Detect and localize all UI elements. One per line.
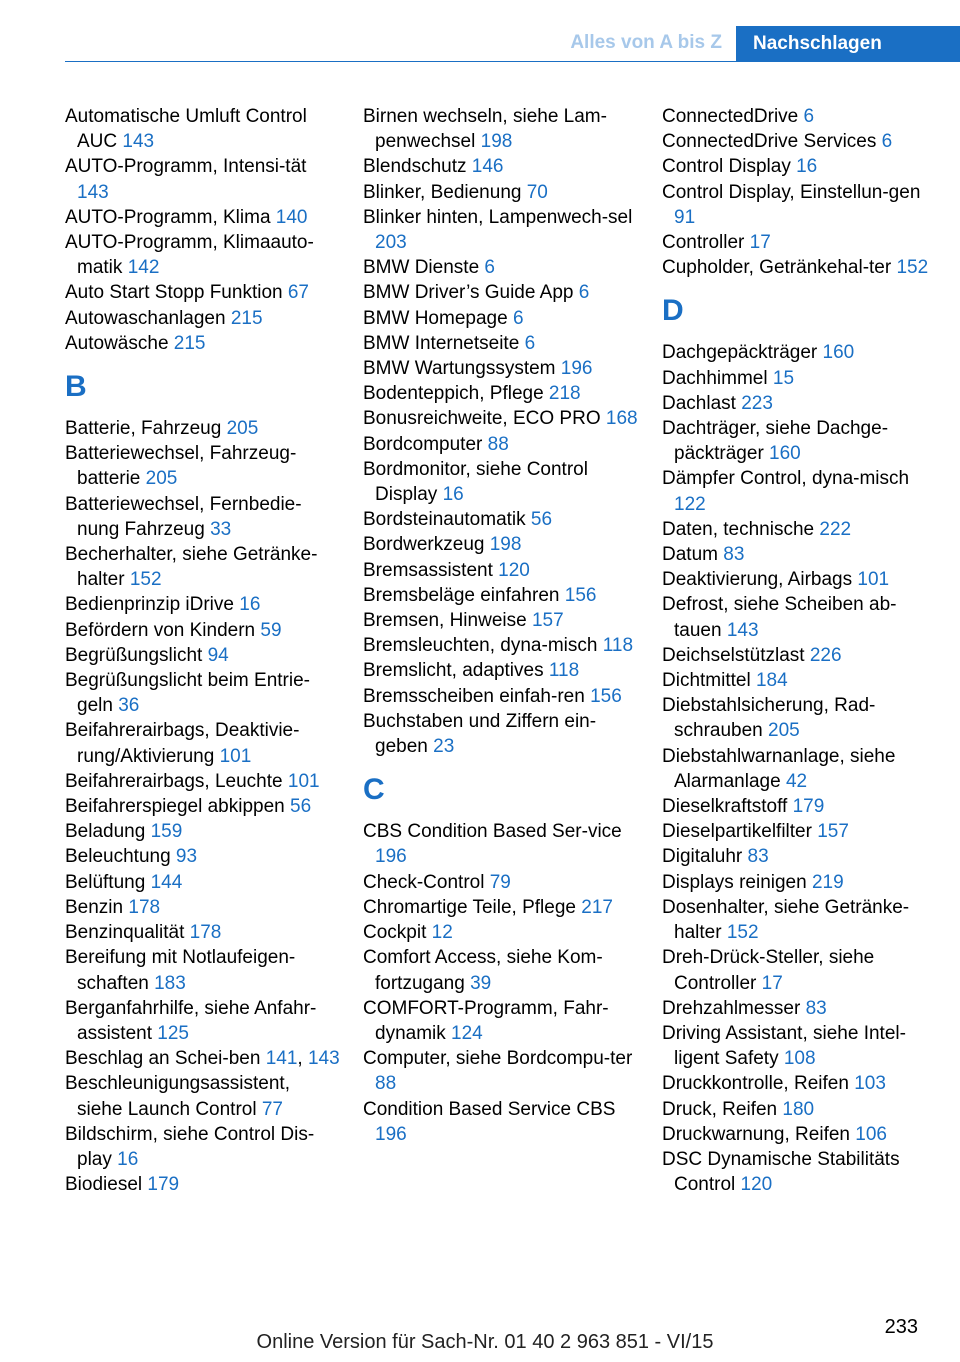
- index-entry: [65, 154, 340, 204]
- index-term: BMW Wartungssystem: [363, 358, 561, 380]
- index-term: Dämpfer Control, dyna‐misch: [662, 468, 910, 490]
- page-link[interactable]: 56: [530, 509, 553, 531]
- index-term: Bordwerkzeug: [363, 534, 490, 556]
- index-entry: [65, 870, 340, 895]
- page-link[interactable]: 198: [480, 131, 513, 153]
- index-entry: [363, 1097, 638, 1147]
- index-entry: [65, 643, 340, 668]
- index-term: Control Display, Einstellun‐gen: [662, 181, 921, 203]
- page-link[interactable]: 103: [854, 1073, 886, 1095]
- page-link[interactable]: 196: [560, 358, 593, 380]
- index-entry: [65, 718, 340, 768]
- page-link[interactable]: 94: [207, 644, 229, 666]
- page-link[interactable]: 33: [210, 518, 232, 540]
- page-link[interactable]: 196: [375, 1123, 407, 1145]
- index-term: Berganfahrhilfe, siehe Anfahr‐assistent: [65, 997, 317, 1044]
- index-term: Bremsscheiben einfah‐ren: [363, 685, 591, 707]
- index-term: Bonusreichweite, ECO PRO: [363, 408, 606, 430]
- page-link[interactable]: 17: [749, 232, 771, 254]
- index-term: AUTO-Programm, Intensi‐tät: [65, 156, 307, 178]
- index-entry: [363, 331, 638, 356]
- page-link[interactable]: 16: [796, 156, 818, 178]
- page-link[interactable]: 157: [817, 821, 849, 843]
- page-link[interactable]: 39: [470, 972, 492, 994]
- index-term: Computer, siehe Bordcompu‐ter: [363, 1048, 633, 1070]
- page-link[interactable]: 6: [524, 332, 536, 354]
- page-link[interactable]: 17: [761, 972, 783, 994]
- index-term: Becherhalter, siehe Getränke‐halter: [65, 544, 318, 591]
- index-entry: [65, 945, 340, 995]
- index-entry: [662, 340, 937, 365]
- page-link[interactable]: 179: [792, 796, 825, 818]
- index-entry: [662, 870, 937, 895]
- page-link[interactable]: 118: [548, 660, 580, 682]
- page-link[interactable]: 140: [275, 206, 308, 228]
- page-link[interactable]: 36: [118, 695, 140, 717]
- index-entry: [662, 668, 937, 693]
- index-term: Batterie, Fahrzeug: [65, 418, 227, 440]
- index-entry: [363, 406, 638, 431]
- page-link[interactable]: 88: [375, 1073, 397, 1095]
- index-term: Dachhimmel: [662, 367, 773, 389]
- index-term: Batteriewechsel, Fahrzeug‐batterie: [65, 443, 297, 490]
- page-link[interactable]: 124: [451, 1022, 483, 1044]
- index-term: Blinker hinten, Lampenwech‐sel: [363, 206, 633, 228]
- index-entry: [65, 331, 340, 356]
- page-link[interactable]: 15: [772, 367, 795, 389]
- index-entry: [662, 466, 937, 516]
- page-link[interactable]: 6: [881, 131, 893, 153]
- page-link[interactable]: 83: [723, 544, 745, 566]
- index-term: Beladung: [65, 821, 151, 843]
- page-link[interactable]: 67: [287, 282, 309, 304]
- index-entry: [363, 608, 638, 633]
- index-term: Bodenteppich, Pflege: [363, 383, 549, 405]
- page-link[interactable]: 106: [855, 1123, 887, 1145]
- page-link[interactable]: 6: [512, 307, 524, 329]
- page-header: [0, 26, 960, 62]
- page-link[interactable]: 118: [602, 635, 634, 657]
- index-entry: [662, 416, 937, 466]
- index-entry: Beschlag an Schei‐ben 141, 143: [65, 1048, 340, 1070]
- index-entry: [662, 255, 937, 280]
- index-entry: [65, 618, 340, 643]
- index-term: Bremsen, Hinweise: [363, 610, 532, 632]
- index-term: Bordmonitor, siehe Control Display: [363, 458, 588, 506]
- index-term: Dieselkraftstoff: [662, 796, 793, 818]
- page-link[interactable]: 6: [578, 282, 590, 304]
- index-entry: [363, 819, 638, 869]
- index-term: Defrost, siehe Scheiben ab‐tauen: [662, 594, 897, 641]
- index-term: Check-Control: [363, 871, 490, 893]
- index-term: BMW Dienste: [363, 257, 485, 279]
- index-term: Blinker, Bedienung: [363, 181, 527, 203]
- index-entry: [662, 1071, 937, 1096]
- index-entry: [363, 895, 638, 920]
- index-entry: [65, 542, 340, 592]
- index-term: Autowäsche: [65, 332, 174, 354]
- index-term: Blendschutz: [363, 156, 472, 178]
- index-entry: [65, 794, 340, 819]
- index-term: Dreh-Drück-Steller, siehe Controller: [662, 947, 875, 994]
- index-term: Auto Start Stopp Funktion: [65, 282, 288, 304]
- index-entry: [65, 205, 340, 230]
- page-link[interactable]: 183: [154, 972, 186, 994]
- index-entry: [363, 356, 638, 381]
- page-link[interactable]: 143: [77, 181, 109, 203]
- page-link[interactable]: 198: [489, 534, 522, 556]
- index-term: Birnen wechseln, siehe Lam‐penwechsel: [363, 106, 607, 153]
- index-term: BMW Driver’s Guide App: [363, 282, 579, 304]
- index-term: Biodiesel: [65, 1174, 148, 1196]
- index-term: Bremsbeläge einfahren: [363, 584, 565, 606]
- index-entry: [662, 542, 937, 567]
- page-link[interactable]: 143: [307, 1048, 340, 1070]
- index-term: Druck, Reifen: [662, 1098, 783, 1120]
- index-entry: [662, 154, 937, 179]
- page-link[interactable]: 160: [769, 443, 801, 465]
- index-entry: [65, 280, 340, 305]
- page-link[interactable]: 178: [189, 922, 222, 944]
- index-term: Beschleunigungsassistent, siehe Launch Control: [65, 1073, 290, 1120]
- index-entry: [363, 306, 638, 331]
- index-entry: [65, 769, 340, 794]
- page-link[interactable]: 125: [157, 1022, 189, 1044]
- page-link[interactable]: 120: [740, 1174, 773, 1196]
- index-letter-heading: D: [662, 294, 684, 328]
- index-entry: [65, 668, 340, 718]
- index-entry: [65, 1172, 340, 1197]
- page-link[interactable]: 88: [487, 433, 509, 455]
- page-link[interactable]: 91: [674, 206, 696, 228]
- page-link[interactable]: 79: [489, 871, 511, 893]
- index-term: Dosenhalter, siehe Getränke‐halter: [662, 896, 910, 944]
- page-link[interactable]: 16: [442, 484, 464, 506]
- index-term: Bremslicht, adaptives: [363, 660, 549, 682]
- index-term: Dieselpartikelfilter: [662, 821, 818, 843]
- page-link[interactable]: 108: [783, 1048, 816, 1070]
- page-link[interactable]: 160: [822, 342, 855, 364]
- index-column-2: [363, 104, 638, 1147]
- page-link[interactable]: 226: [809, 644, 842, 666]
- index-entry: [65, 492, 340, 542]
- page-link[interactable]: 122: [674, 493, 706, 515]
- index-term: Beschlag an Schei‐ben: [65, 1048, 266, 1070]
- page-link[interactable]: 157: [531, 610, 564, 632]
- page-link[interactable]: 93: [175, 846, 198, 868]
- page-link[interactable]: 101: [287, 770, 320, 792]
- index-term: Benzinqualität: [65, 922, 190, 944]
- index-entry: [662, 945, 937, 995]
- index-entry: [363, 709, 638, 759]
- index-term: Beifahrerairbags, Leuchte: [65, 770, 288, 792]
- index-entry: [363, 996, 638, 1046]
- index-term: DSC Dynamische Stabilitäts Control: [662, 1148, 900, 1196]
- page-link[interactable]: 56: [290, 796, 312, 818]
- index-entry: [65, 1071, 340, 1121]
- index-entry: [65, 592, 340, 617]
- page-link[interactable]: 152: [726, 922, 759, 944]
- index-entry: [363, 558, 638, 583]
- page-link[interactable]: 59: [260, 619, 282, 641]
- page-link[interactable]: 223: [741, 392, 773, 414]
- index-term: BMW Homepage: [363, 307, 513, 329]
- index-entry: [662, 1147, 937, 1197]
- index-entry: [662, 391, 937, 416]
- page-link[interactable]: 120: [498, 559, 530, 581]
- index-term: CBS Condition Based Ser‐vice: [363, 821, 622, 843]
- index-term: Control Display: [662, 156, 797, 178]
- page-link[interactable]: 196: [375, 846, 407, 868]
- page-link[interactable]: 6: [803, 106, 815, 127]
- index-term: Druckkontrolle, Reifen: [662, 1073, 855, 1095]
- index-term: Deichselstützlast: [662, 644, 810, 666]
- index-term: Chromartige Teile, Pflege: [363, 896, 582, 918]
- index-term: ConnectedDrive: [662, 106, 804, 127]
- index-letter-heading: C: [363, 773, 385, 807]
- index-term: AUTO-Programm, Klima: [65, 206, 276, 228]
- index-term: Belüftung: [65, 871, 151, 893]
- index-entry: [662, 366, 937, 391]
- index-entry: [662, 794, 937, 819]
- page-link[interactable]: 83: [805, 997, 827, 1019]
- index-entry: [662, 567, 937, 592]
- index-term: Bildschirm, siehe Control Dis‐play: [65, 1123, 315, 1170]
- index-term: BMW Internetseite: [363, 332, 525, 354]
- page-link[interactable]: 143: [122, 131, 155, 153]
- index-entry: [662, 744, 937, 794]
- index-term: Befördern von Kindern: [65, 619, 261, 641]
- page-link[interactable]: 6: [484, 257, 495, 279]
- index-entry: [662, 104, 937, 129]
- page-link[interactable]: 222: [819, 518, 852, 540]
- page-link[interactable]: 152: [129, 569, 162, 591]
- index-term: Beifahrerspiegel abkippen: [65, 796, 290, 818]
- index-entry: [662, 643, 937, 668]
- index-term: Dachgepäckträger: [662, 342, 823, 364]
- index-term: Autowaschanlagen: [65, 307, 231, 329]
- page-number: 233: [884, 1316, 918, 1338]
- index-entry: [662, 693, 937, 743]
- page-link[interactable]: 42: [785, 770, 808, 792]
- index-term: Bereifung mit Notlaufeigen‐schaften: [65, 947, 296, 994]
- index-term: Bedienprinzip iDrive: [65, 594, 240, 616]
- page-link[interactable]: 77: [261, 1098, 283, 1120]
- page-link[interactable]: 168: [605, 408, 638, 430]
- index-entry: [65, 416, 340, 441]
- index-entry: [65, 895, 340, 920]
- page-link[interactable]: 217: [581, 896, 613, 918]
- index-entry: [65, 1122, 340, 1172]
- index-entry: [662, 129, 937, 154]
- index-column-1: [65, 104, 340, 1197]
- index-term: Buchstaben und Ziffern ein‐geben: [363, 710, 597, 758]
- page-link[interactable]: 83: [747, 846, 769, 868]
- page-link[interactable]: 159: [150, 821, 183, 843]
- index-entry: [363, 945, 638, 995]
- page-link[interactable]: 180: [782, 1098, 815, 1120]
- index-entry: [363, 507, 638, 532]
- index-entry: [363, 154, 638, 179]
- index-entry: [65, 230, 340, 280]
- index-entry: [363, 432, 638, 457]
- index-entry: [662, 819, 937, 844]
- index-entry: [65, 306, 340, 331]
- index-column-3: [662, 104, 937, 1197]
- page-link[interactable]: 23: [433, 736, 455, 758]
- page-link[interactable]: 205: [226, 418, 259, 440]
- index-term: ConnectedDrive Services: [662, 131, 882, 153]
- page-link[interactable]: 205: [145, 468, 178, 490]
- index-term: Bordcomputer: [363, 433, 488, 455]
- page-link[interactable]: 184: [755, 670, 788, 692]
- index-term: Dachlast: [662, 392, 742, 414]
- page-link[interactable]: 156: [590, 685, 622, 707]
- index-entry: [65, 104, 340, 154]
- index-term: Driving Assistant, siehe Intel‐ligent Safety: [662, 1022, 906, 1070]
- index-entry: [363, 633, 638, 658]
- index-entry: [65, 920, 340, 945]
- page-link[interactable]: 218: [548, 383, 581, 405]
- footer: [0, 1331, 960, 1354]
- page-link[interactable]: 101: [219, 745, 252, 767]
- index-term: Displays reinigen: [662, 871, 812, 893]
- page-link[interactable]: 143: [726, 619, 759, 641]
- index-entry: [363, 658, 638, 683]
- index-entry: [65, 844, 340, 869]
- index-entry: [65, 819, 340, 844]
- index-term: Diebstahlwarnanlage, siehe Alarmanlage: [662, 745, 896, 792]
- index-term: Benzin: [65, 896, 129, 918]
- index-term: Diebstahlsicherung, Rad‐schrauben: [662, 695, 876, 742]
- index-term: Drehzahlmesser: [662, 997, 806, 1019]
- index-entry: [662, 517, 937, 542]
- index-term: Automatische Umluft Control AUC: [65, 106, 307, 153]
- index-term: Dichtmittel: [662, 670, 756, 692]
- page-link[interactable]: 141: [265, 1048, 298, 1070]
- page-link[interactable]: 152: [896, 257, 929, 279]
- index-entry: [363, 870, 638, 895]
- index-term: Datum: [662, 544, 724, 566]
- page-link[interactable]: 146: [471, 156, 504, 178]
- index-entry: [363, 684, 638, 709]
- index-entry: [363, 104, 638, 154]
- index-term: Begrüßungslicht: [65, 644, 208, 666]
- index-term: Cupholder, Getränkehal‐ter: [662, 257, 897, 279]
- index-term: Bremsleuchten, dyna‐misch: [363, 635, 603, 657]
- header-chapter-tab: Nachschlagen: [736, 26, 960, 62]
- index-term: Bremsassistent: [363, 559, 499, 581]
- index-entry: [363, 255, 638, 280]
- index-entry: [65, 441, 340, 491]
- index-entry: [662, 996, 937, 1021]
- index-entry: [662, 895, 937, 945]
- index-entry: [363, 532, 638, 557]
- index-term: Begrüßungslicht beim Entrie‐geln: [65, 670, 310, 717]
- index-entry: [363, 457, 638, 507]
- index-term: Comfort Access, siehe Kom‐fortzugang: [363, 947, 603, 994]
- page-link[interactable]: 16: [239, 594, 261, 616]
- page-link[interactable]: 179: [147, 1174, 180, 1196]
- page-link[interactable]: 156: [564, 584, 597, 606]
- index-entry: [363, 381, 638, 406]
- page-link[interactable]: 215: [173, 332, 206, 354]
- index-letter-heading: B: [65, 370, 87, 404]
- index-entry: [662, 180, 937, 230]
- index-entry: [363, 583, 638, 608]
- index-entry: [363, 180, 638, 205]
- index-entry: [662, 230, 937, 255]
- index-entry: [662, 844, 937, 869]
- page-link[interactable]: 219: [811, 871, 844, 893]
- index-entry: [65, 996, 340, 1046]
- page-link[interactable]: 205: [768, 720, 800, 742]
- page-link[interactable]: 144: [150, 871, 183, 893]
- footer-text: Online Version für Sach-Nr. 01 40 2 963 851 - VI/15: [256, 1331, 714, 1353]
- index-term: Controller: [662, 232, 750, 254]
- index-term: Druckwarnung, Reifen: [662, 1123, 856, 1145]
- index-term: Bordsteinautomatik: [363, 509, 531, 531]
- page-link[interactable]: 70: [526, 181, 548, 203]
- page-link[interactable]: 12: [431, 922, 453, 944]
- index-entry: [662, 1097, 937, 1122]
- index-term: Beleuchtung: [65, 846, 176, 868]
- index-term: AUTO-Programm, Klimaauto‐matik: [65, 232, 314, 279]
- page-link[interactable]: 178: [128, 896, 161, 918]
- index-entry: [363, 205, 638, 255]
- index-term: Batteriewechsel, Fernbedie‐nung Fahrzeug: [65, 493, 302, 540]
- index-entry: [363, 280, 638, 305]
- index-term: Cockpit: [363, 922, 432, 944]
- index-entry: [662, 592, 937, 642]
- header-section-title: Alles von A bis Z: [570, 32, 722, 53]
- page-link[interactable]: 101: [857, 569, 890, 591]
- index-term: Daten, technische: [662, 518, 820, 540]
- index-entry: [662, 1021, 937, 1071]
- page-link[interactable]: 203: [375, 232, 407, 254]
- index-term: Condition Based Service CBS: [363, 1098, 616, 1120]
- index-entry: [363, 920, 638, 945]
- page-link[interactable]: 215: [230, 307, 263, 329]
- page-link[interactable]: 142: [127, 257, 160, 279]
- index-entry: [662, 1122, 937, 1147]
- page-link[interactable]: 16: [117, 1148, 139, 1170]
- index-term: Dachträger, siehe Dachge‐päckträger: [662, 418, 889, 465]
- index-term: Beifahrerairbags, Deaktivie‐rung/Aktivierung: [65, 720, 300, 767]
- index-term: Deaktivierung, Airbags: [662, 569, 858, 591]
- index-entry: [363, 1046, 638, 1096]
- index-term: Digitaluhr: [662, 846, 748, 868]
- index-term: COMFORT-Programm, Fahr‐dynamik: [363, 997, 609, 1044]
